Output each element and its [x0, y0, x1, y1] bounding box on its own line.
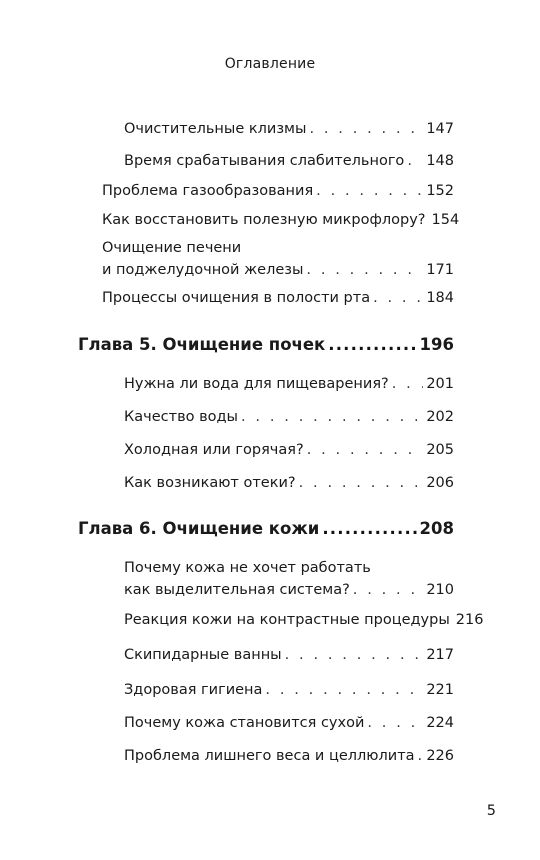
toc-entry-page: 171: [426, 262, 454, 278]
toc-chapter-label: Глава 6. Очищение кожи: [78, 519, 320, 538]
toc-entry: [124, 118, 454, 140]
toc-entry-page: 210: [426, 582, 454, 598]
toc-entry-label: Проблема газообразования: [102, 183, 314, 199]
toc-chapter-entry: [78, 518, 454, 540]
dot-leader: [307, 439, 424, 461]
dot-leader: [241, 406, 423, 428]
dot-leader: [322, 518, 416, 540]
toc-entry-page: 154: [431, 212, 460, 228]
toc-entry-page: 184: [426, 290, 454, 306]
toc-entry-label-line1: Очищение печени: [102, 240, 242, 256]
toc-entry: [124, 472, 454, 494]
toc-entry-label: Скипидарные ванны: [124, 647, 282, 663]
toc-entry-label: Проблема лишнего веса и целлюлита: [124, 748, 415, 764]
toc-entry-page: 205: [426, 442, 454, 458]
toc-entry: [102, 237, 454, 281]
dot-leader: [328, 334, 416, 356]
toc-entry-label: Реакция кожи на контрастные процедуры: [124, 612, 450, 628]
dot-leader: [407, 150, 423, 172]
page-number: 5: [486, 803, 496, 819]
toc-entry-label: и поджелудочной железы: [102, 262, 304, 278]
dot-leader: [316, 180, 423, 202]
toc-entry-label: как выделительная система?: [124, 582, 350, 598]
toc-entry-page: 226: [426, 748, 454, 764]
toc-chapter-label: Глава 5. Очищение почек: [78, 335, 326, 354]
dot-leader: [309, 118, 423, 140]
toc-entry: [102, 180, 454, 202]
toc-entry: [102, 287, 454, 309]
toc-entry: [124, 439, 454, 461]
dot-leader: [285, 644, 424, 666]
dot-leader: [306, 259, 423, 281]
dot-leader: [299, 472, 424, 494]
toc-entry-label: Как восстановить полезную микрофлору?: [102, 212, 426, 228]
toc-entry-page: 147: [426, 121, 454, 137]
toc-entry-page: 152: [426, 183, 454, 199]
toc-entry-label: Время срабатывания слабительного: [124, 153, 405, 169]
toc-entry-label-line1: Почему кожа не хочет работать: [124, 560, 371, 576]
dot-leader: [265, 679, 423, 701]
toc-entry: [124, 557, 454, 601]
toc-entry-label: Процессы очищения в полости рта: [102, 290, 371, 306]
toc-entry: [102, 209, 460, 231]
dot-leader: [367, 712, 423, 734]
toc-chapter-page: 208: [419, 519, 454, 538]
toc-entry-page: 224: [426, 715, 454, 731]
toc-entry: [124, 644, 454, 666]
toc-entry-page: 202: [426, 409, 454, 425]
toc-entry-last-line: [102, 259, 454, 281]
toc-entry-label: Почему кожа становится сухой: [124, 715, 365, 731]
toc-entry-label: Очистительные клизмы: [124, 121, 307, 137]
toc-entry: [124, 609, 484, 631]
toc-chapter-entry: [78, 334, 454, 356]
dot-leader: [373, 287, 423, 309]
toc-entry-label: Как возникают отеки?: [124, 475, 296, 491]
dot-leader: [353, 579, 424, 601]
toc-entry: [124, 745, 454, 767]
toc-entry-page: 201: [426, 376, 454, 392]
dot-leader: [392, 373, 424, 395]
toc-entry-last-line: [124, 579, 454, 601]
toc-entry: [124, 712, 454, 734]
toc-entry-page: 221: [426, 682, 454, 698]
toc-entry-label: Холодная или горячая?: [124, 442, 304, 458]
page-title: Оглавление: [224, 56, 316, 72]
toc-entry-page: 148: [426, 153, 454, 169]
toc-entry-label: Здоровая гигиена: [124, 682, 263, 698]
toc-entry-page: 206: [426, 475, 454, 491]
toc-entry: [124, 406, 454, 428]
toc-entry: [124, 373, 454, 395]
toc-entry-page: 217: [426, 647, 454, 663]
toc-chapter-page: 196: [419, 335, 454, 354]
toc-entry-page: 216: [455, 612, 484, 628]
dot-leader: [418, 745, 424, 767]
toc-entry: [124, 150, 454, 172]
toc-entry-label: Нужна ли вода для пищеварения?: [124, 376, 389, 392]
toc-entry-label: Качество воды: [124, 409, 239, 425]
toc-entry: [124, 679, 454, 701]
